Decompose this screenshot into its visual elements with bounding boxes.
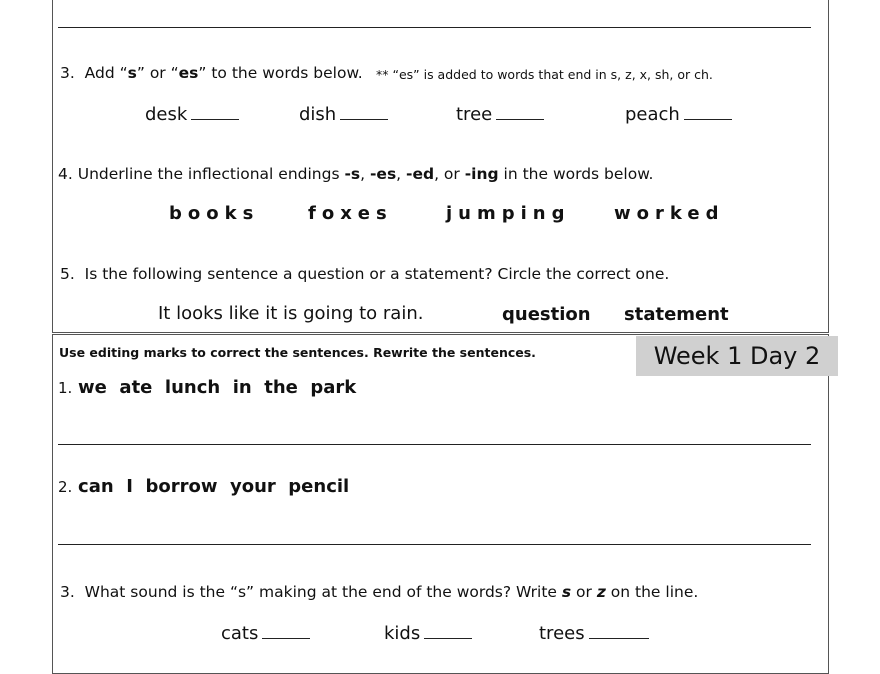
edit-item-2 xyxy=(58,476,349,497)
q4-word-jumping[interactable]: jumping xyxy=(446,203,571,224)
separator: , xyxy=(360,165,370,183)
item-3-number: 3. xyxy=(60,583,75,601)
question-3-text-c: ” to the words below. xyxy=(198,64,363,82)
question-5-prompt xyxy=(60,265,669,283)
rewrite-line-2[interactable] xyxy=(58,544,811,545)
question-4-number: 4. xyxy=(58,165,73,183)
q3-word-dish xyxy=(299,103,388,125)
answer-blank[interactable] xyxy=(684,103,732,120)
word-label: tree xyxy=(456,104,493,125)
edit-item-1 xyxy=(58,377,356,398)
rewrite-line-1[interactable] xyxy=(58,444,811,445)
word-label: peach xyxy=(625,104,680,125)
item-3-text-b: or xyxy=(571,583,597,601)
ending-ed: -ed xyxy=(406,165,435,183)
question-5-number: 5. xyxy=(60,265,75,283)
letter-z: z xyxy=(596,583,606,601)
answer-blank[interactable] xyxy=(496,103,544,120)
item-1-sentence: we ate lunch in the park xyxy=(78,377,357,398)
item-1-number: 1. xyxy=(58,379,73,397)
option-statement[interactable]: statement xyxy=(624,304,729,325)
question-5-text: Is the following sentence a question or a statement? Circle the correct one. xyxy=(84,265,670,283)
item-3-text-a: What sound is the “s” making at the end of the words? Write xyxy=(84,583,562,601)
question-3-prompt xyxy=(60,64,363,82)
answer-blank[interactable] xyxy=(340,103,388,120)
answer-blank[interactable] xyxy=(424,622,472,639)
q3-word-tree xyxy=(456,103,544,125)
sound-word-kids xyxy=(384,622,472,644)
q3-word-peach xyxy=(625,103,732,125)
ending-es: -es xyxy=(370,165,397,183)
q4-word-worked[interactable]: worked xyxy=(614,203,725,224)
q4-word-foxes[interactable]: foxes xyxy=(308,203,393,224)
question-3-number: 3. xyxy=(60,64,75,82)
item-2-sentence: can I borrow your pencil xyxy=(78,476,350,497)
question-3-text-b: ” or “ xyxy=(136,64,179,82)
question-3-note: ** “es” is added to words that end in s, z, x, sh, or ch. xyxy=(376,67,713,82)
sound-word-trees xyxy=(539,622,649,644)
answer-line-top xyxy=(58,27,811,28)
question-sound-prompt xyxy=(60,583,698,601)
question-4-prompt xyxy=(58,165,653,183)
question-4-text-b: in the words below. xyxy=(498,165,654,183)
word-label: dish xyxy=(299,104,337,125)
word-label: desk xyxy=(145,104,188,125)
word-label: cats xyxy=(221,623,259,644)
suffix-s: s xyxy=(127,64,137,82)
q4-word-books[interactable]: books xyxy=(169,203,260,224)
question-3-text-a: Add “ xyxy=(84,64,128,82)
option-question[interactable]: question xyxy=(502,304,591,325)
editing-instructions: Use editing marks to correct the sentences. Rewrite the sentences. xyxy=(59,345,536,360)
item-3-text-c: on the line. xyxy=(605,583,699,601)
sound-word-cats xyxy=(221,622,310,644)
week-day-label: Week 1 Day 2 xyxy=(636,336,838,376)
separator: , or xyxy=(434,165,465,183)
ending-s: -s xyxy=(344,165,361,183)
word-label: trees xyxy=(539,623,585,644)
answer-blank[interactable] xyxy=(589,622,649,639)
word-label: kids xyxy=(384,623,421,644)
question-4-text-a: Underline the inflectional endings xyxy=(77,165,345,183)
answer-blank[interactable] xyxy=(262,622,310,639)
suffix-es: es xyxy=(178,64,199,82)
q3-word-desk xyxy=(145,103,239,125)
item-2-number: 2. xyxy=(58,478,73,496)
question-5-sentence: It looks like it is going to rain. xyxy=(158,303,424,324)
separator: , xyxy=(396,165,407,183)
ending-ing: -ing xyxy=(464,165,499,183)
answer-blank[interactable] xyxy=(191,103,239,120)
letter-s: s xyxy=(561,583,572,601)
